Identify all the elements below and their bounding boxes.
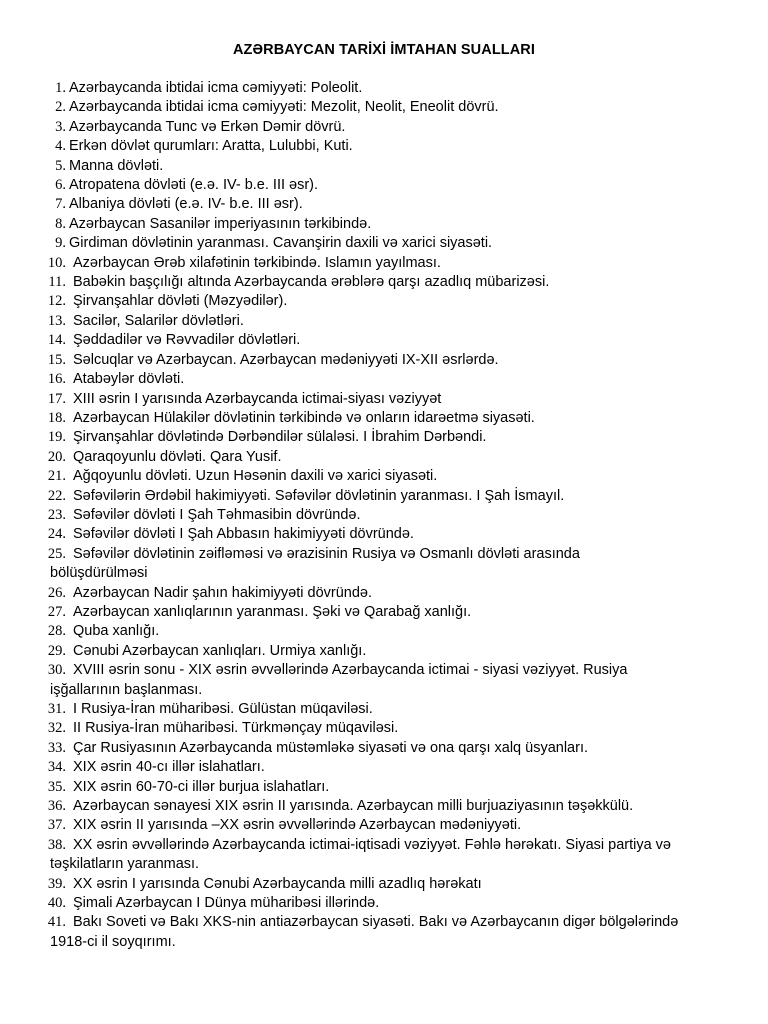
question-text: Azərbaycan Nadir şahın hakimiyyəti dövründə. — [73, 584, 373, 601]
question-item — [30, 913, 730, 952]
question-text: Çar Rusiyasının Azərbaycanda müstəmləkə siyasəti və ona qarşı xalq üsyanları. — [73, 739, 588, 756]
question-text: Səlcuqlar və Azərbaycan. Azərbaycan mədəniyyəti IX-XII əsrlərdə. — [73, 351, 499, 368]
question-number: 8. — [55, 215, 66, 232]
question-item — [30, 390, 730, 409]
question-item — [30, 875, 730, 894]
question-item — [30, 157, 730, 176]
question-item — [30, 79, 730, 98]
question-text: XVIII əsrin sonu - XIX əsrin əvvəllərində Azərbaycanda ictimai - siyasi vəziyyət. Rusiya — [73, 662, 628, 679]
question-number: 25. — [47, 545, 66, 562]
question-text: Azərbaycan Sasanilər imperiyasının tərkibində. — [69, 215, 372, 232]
question-text: Quba xanlığı. — [73, 623, 160, 640]
question-item — [30, 661, 730, 700]
question-text: Səfəvilər dövləti I Şah Abbasın hakimiyyəti dövründə. — [73, 526, 414, 543]
question-item — [30, 525, 730, 544]
question-item — [30, 719, 730, 738]
question-item — [30, 642, 730, 661]
question-text: Babəkin başçılığı altında Azərbaycanda ərəblərə qarşı azadlıq mübarizəsi. — [73, 274, 550, 291]
question-text: Azərbaycanda ibtidai icma cəmiyyəti: Mezolit, Neolit, Eneolit dövrü. — [69, 99, 499, 116]
question-item — [30, 137, 730, 156]
question-text-continuation: bölüşdürülməsi — [50, 565, 148, 582]
question-number: 21. — [47, 468, 66, 485]
question-item — [30, 370, 730, 389]
question-text: Azərbaycanda ibtidai icma cəmiyyəti: Poleolit. — [69, 80, 363, 96]
question-number: 35. — [47, 778, 66, 795]
question-number: 33. — [47, 739, 66, 756]
question-text: Azərbaycan Ərəb xilafətinin tərkibində. Islamın yayılması. — [73, 254, 441, 271]
question-number: 17. — [47, 390, 66, 407]
question-number: 1. — [55, 80, 66, 96]
question-number: 14. — [47, 332, 66, 349]
question-text: Azərbaycan Hülakilər dövlətinin tərkibində və onların idarəetmə siyasəti. — [73, 409, 535, 426]
question-text: Səfəvilər dövlətinin zəifləməsi və ərazisinin Rusiya və Osmanlı dövləti arasında — [73, 545, 580, 562]
question-number: 41. — [47, 914, 66, 931]
question-item — [30, 234, 730, 253]
question-item — [30, 195, 730, 214]
question-number: 23. — [47, 506, 66, 523]
question-text: Cənubi Azərbaycan xanlıqları. Urmiya xanlığı. — [73, 642, 367, 659]
question-text: Şimali Azərbaycan I Dünya müharibəsi illərində. — [73, 895, 380, 912]
question-text: XIII əsrin I yarısında Azərbaycanda ictimai-siyası vəziyyət — [73, 390, 442, 407]
question-item — [30, 758, 730, 777]
question-number: 19. — [47, 429, 66, 446]
question-number: 39. — [47, 875, 66, 892]
question-item — [30, 797, 730, 816]
question-item — [30, 739, 730, 758]
question-text: Atabəylər dövləti. — [73, 371, 185, 388]
question-text: Albaniya dövləti (e.ə. IV- b.e. III əsr). — [69, 196, 303, 213]
question-item — [30, 778, 730, 797]
question-number: 28. — [47, 623, 66, 640]
question-item — [30, 254, 730, 273]
question-number: 4. — [55, 138, 66, 155]
question-item — [30, 312, 730, 331]
question-text-continuation: işğallarının başlanması. — [50, 681, 203, 698]
question-item — [30, 545, 730, 584]
question-text-continuation: təşkilatların yaranması. — [50, 856, 200, 873]
question-number: 10. — [47, 254, 66, 271]
question-text: XX əsrin I yarısında Cənubi Azərbaycanda milli azadlıq hərəkatı — [73, 875, 482, 892]
question-item — [30, 118, 730, 137]
question-number: 11. — [48, 274, 66, 291]
question-text: Bakı Soveti və Bakı XKS-nin antiazərbaycan siyasəti. Bakı və Azərbaycanın digər bölgələrində — [73, 914, 679, 931]
question-item — [30, 331, 730, 350]
question-text: XX əsrin əvvəllərində Azərbaycanda ictimai-iqtisadi vəziyyət. Fəhlə hərəkatı. Siyasi partiya və — [73, 836, 671, 853]
question-number: 13. — [47, 312, 66, 329]
question-number: 27. — [47, 603, 66, 620]
question-text: Atropatena dövləti (e.ə. IV- b.e. III əsr). — [69, 177, 319, 194]
question-text: Erkən dövlət qurumları: Aratta, Lulubbi, Kuti. — [69, 138, 353, 155]
question-text: Azərbaycan xanlıqlarının yaranması. Şəki və Qarabağ xanlığı. — [73, 603, 472, 620]
question-number: 24. — [47, 526, 66, 543]
question-number: 12. — [47, 293, 66, 310]
question-item — [30, 894, 730, 913]
question-number: 36. — [47, 798, 66, 815]
question-number: 9. — [55, 235, 66, 252]
question-item — [30, 603, 730, 622]
question-text: Azərbaycanda Tunc və Erkən Dəmir dövrü. — [69, 118, 346, 135]
question-text: Girdiman dövlətinin yaranması. Cavanşirin daxili və xarici siyasəti. — [69, 235, 493, 252]
question-number: 34. — [47, 759, 66, 776]
question-text: Manna dövləti. — [69, 157, 164, 174]
question-text: I Rusiya-İran müharibəsi. Gülüstan müqaviləsi. — [73, 701, 373, 717]
question-number: 15. — [47, 351, 66, 368]
question-text: Sacilər, Salarilər dövlətləri. — [73, 312, 244, 329]
question-number: 16. — [47, 371, 66, 388]
question-number: 29. — [47, 642, 66, 659]
question-item — [30, 176, 730, 195]
question-item — [30, 836, 730, 875]
question-item — [30, 409, 730, 428]
question-item — [30, 448, 730, 467]
question-item — [30, 816, 730, 835]
question-number: 30. — [47, 662, 66, 679]
question-text: Şirvanşahlar dövlətində Dərbəndilər sülaləsi. I İbrahim Dərbəndi. — [73, 429, 487, 446]
question-text: Şirvanşahlar dövləti (Məzyədilər). — [73, 293, 288, 310]
question-item — [30, 215, 730, 234]
question-number: 2. — [55, 99, 66, 116]
question-item — [30, 292, 730, 311]
question-number: 20. — [47, 448, 66, 465]
question-list — [30, 79, 730, 952]
question-text-continuation: 1918-ci il soyqırımı. — [50, 933, 176, 950]
question-item — [30, 584, 730, 603]
question-item — [30, 351, 730, 370]
question-number: 40. — [47, 895, 66, 912]
question-text: Qaraqoyunlu dövləti. Qara Yusif. — [73, 448, 282, 465]
question-text: Azərbaycan sənayesi XIX əsrin II yarısında. Azərbaycan milli burjuaziyasının təşəkkülü. — [73, 798, 634, 815]
question-item — [30, 700, 730, 719]
question-item — [30, 273, 730, 292]
question-number: 5. — [55, 157, 66, 174]
question-number: 37. — [47, 817, 66, 834]
question-number: 26. — [47, 584, 66, 601]
question-text: XIX əsrin II yarısında –XX əsrin əvvəllərində Azərbaycan mədəniyyəti. — [73, 817, 522, 834]
question-number: 7. — [55, 196, 66, 213]
question-number: 3. — [55, 118, 66, 135]
question-number: 31. — [47, 701, 66, 717]
question-text: Səfəvilərin Ərdəbil hakimiyyəti. Səfəvilər dövlətinin yaranması. I Şah İsmayıl. — [73, 487, 565, 504]
question-item — [30, 506, 730, 525]
document-title: AZƏRBAYCAN TARİXİ İMTAHAN SUALLARI — [232, 42, 536, 58]
question-item — [30, 98, 730, 117]
question-text: Şəddadilər və Rəvvadilər dövlətləri. — [73, 332, 301, 349]
question-item — [30, 487, 730, 506]
question-item — [30, 622, 730, 641]
question-text: XIX əsrin 40-cı illər islahatları. — [73, 759, 265, 776]
question-number: 38. — [47, 836, 66, 853]
question-item — [30, 467, 730, 486]
question-text: II Rusiya-İran müharibəsi. Türkmənçay müqaviləsi. — [73, 720, 399, 737]
question-text: Ağqoyunlu dövləti. Uzun Həsənin daxili və xarici siyasəti. — [73, 468, 438, 485]
question-text: XIX əsrin 60-70-ci illər burjua islahatları. — [73, 778, 330, 795]
question-item — [30, 428, 730, 447]
question-number: 32. — [47, 720, 66, 737]
question-number: 6. — [55, 177, 66, 194]
question-number: 18. — [47, 409, 66, 426]
question-number: 22. — [47, 487, 66, 504]
question-text: Səfəvilər dövləti I Şah Təhmasibin dövründə. — [73, 506, 361, 523]
